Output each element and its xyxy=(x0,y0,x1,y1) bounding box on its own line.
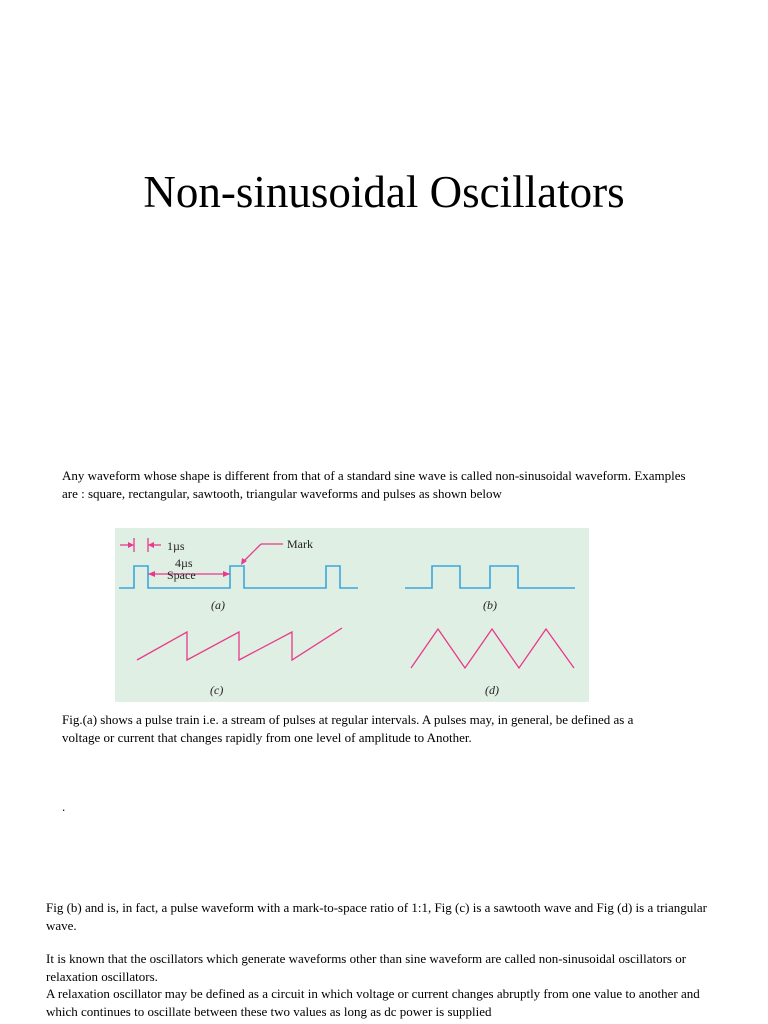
label-d: (d) xyxy=(485,683,499,697)
square-wave-b xyxy=(405,566,575,612)
period-label: 4µs xyxy=(175,556,193,570)
pulse-train-a xyxy=(119,537,358,612)
separator-dot: . xyxy=(62,799,66,814)
label-a: (a) xyxy=(211,598,225,612)
fig-a-paragraph: Fig.(a) shows a pulse train i.e. a stream of pulses at regular intervals. A pulses may, in general, be defined as a voltage or current that changes rapidly from one level of amplitude to Another. xyxy=(62,712,634,745)
triangular-wave-d xyxy=(411,629,574,697)
relaxation-paragraph: It is known that the oscillators which generate waveforms other than sine waveform are called non-sinusoidal oscillators or relaxation oscillators. xyxy=(46,951,687,984)
label-c: (c) xyxy=(210,683,224,697)
waveform-figure xyxy=(115,528,589,702)
definition-paragraph: A relaxation oscillator may be defined as a circuit in which voltage or current changes abruptly from one value to another and which continues to oscillate between these two values as long as dc power is supplied xyxy=(46,986,700,1019)
mark-width-label: 1µs xyxy=(167,539,185,553)
label-b: (b) xyxy=(483,598,497,612)
fig-b-paragraph: Fig (b) and is, in fact, a pulse waveform with a mark-to-space ratio of 1:1, Fig (c) is a sawtooth wave and Fig (d) is a triangular wave. xyxy=(46,900,708,933)
space-label: Space xyxy=(167,568,196,582)
mark-label: Mark xyxy=(287,537,313,551)
waveform-diagram xyxy=(115,528,589,702)
sawtooth-wave-c xyxy=(137,628,342,697)
intro-paragraph: Any waveform whose shape is different from that of a standard sine wave is called non-sinusoidal waveform. Examples are : square, rectangular, sawtooth, triangular waveforms and pulses as shown below xyxy=(62,468,686,501)
slide-title: Non-sinusoidal Oscillators xyxy=(143,167,625,217)
